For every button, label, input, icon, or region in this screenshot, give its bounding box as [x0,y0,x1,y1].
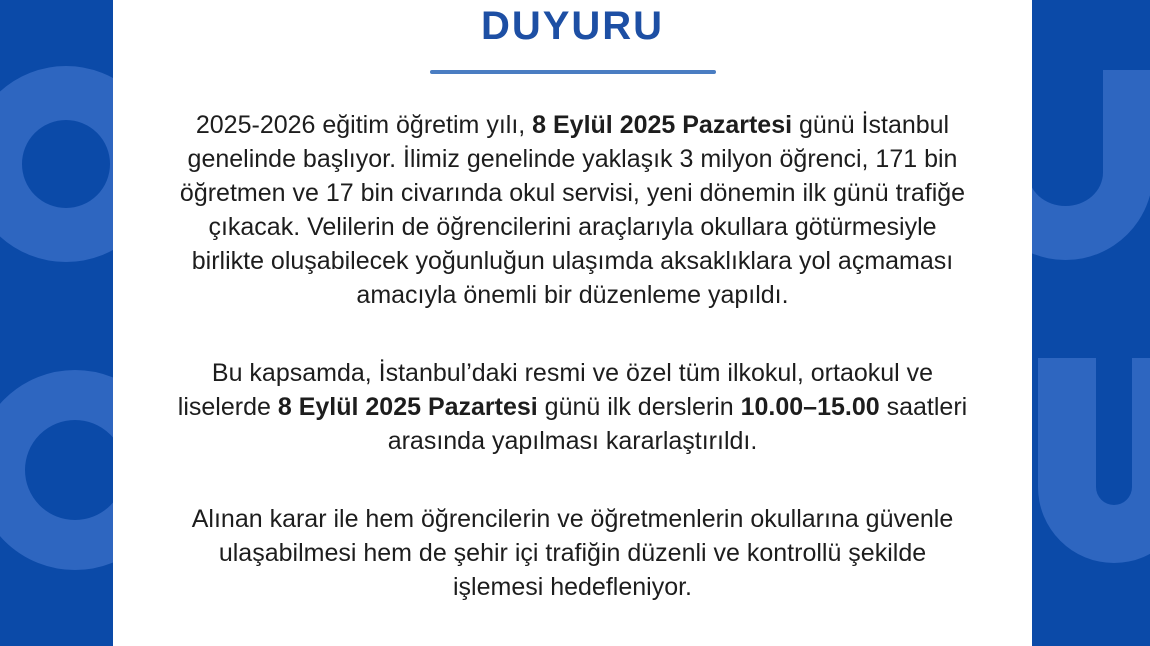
announcement-paragraph-1 [173,108,973,312]
announcement-card [113,0,1032,646]
body-text: Bu kapsamda, İstanbul’daki resmi ve özel tüm ilkokul, ortaokul ve liselerde [177,359,934,421]
announcement-paragraph-2 [173,356,973,458]
decorative-letter-u-top [1032,70,1150,260]
body-text: günü İstanbul genelinde başlıyor. İlimiz genelinde yaklaşık 3 milyon öğrenci, 171 bin öğretmen ve 17 bin civarında okul servisi, yeni dönemin ilk günü trafiğe çıkacak. Velilerin de öğrencilerini araçlarıyla okullara götürmesiyle birlikte oluşabilecek yoğunluğun ulaşımda aksaklıklara yol açmaması amacıyla önemli bir düzenleme yapıldı. [179,111,966,309]
announcement-paragraph-3 [173,502,973,604]
body-text: 2025-2026 eğitim öğretim yılı, [195,111,533,139]
body-text: saatleri arasında yapılması kararlaştırıldı. [387,393,968,455]
highlighted-text: 8 Eylül 2025 Pazartesi [277,393,538,421]
right-accent-bar [1032,0,1150,646]
announcement-body [173,108,973,604]
decorative-letter-o-bottom [0,370,113,570]
announcement-title: DUYURU [480,4,665,48]
decorative-letter-u-bottom [1038,358,1150,563]
highlighted-text: 10.00–15.00 [740,393,880,421]
decorative-letter-o-top [0,66,113,262]
highlighted-text: 8 Eylül 2025 Pazartesi [532,111,793,139]
body-text: Alınan karar ile hem öğrencilerin ve öğretmenlerin okullarına güvenle ulaşabilmesi hem de şehir içi trafiğin düzenli ve kontrollü şekilde işlemesi hedefleniyor. [191,505,954,601]
body-text: günü ilk derslerin [537,393,741,421]
title-divider [430,70,716,74]
left-accent-bar [0,0,113,646]
